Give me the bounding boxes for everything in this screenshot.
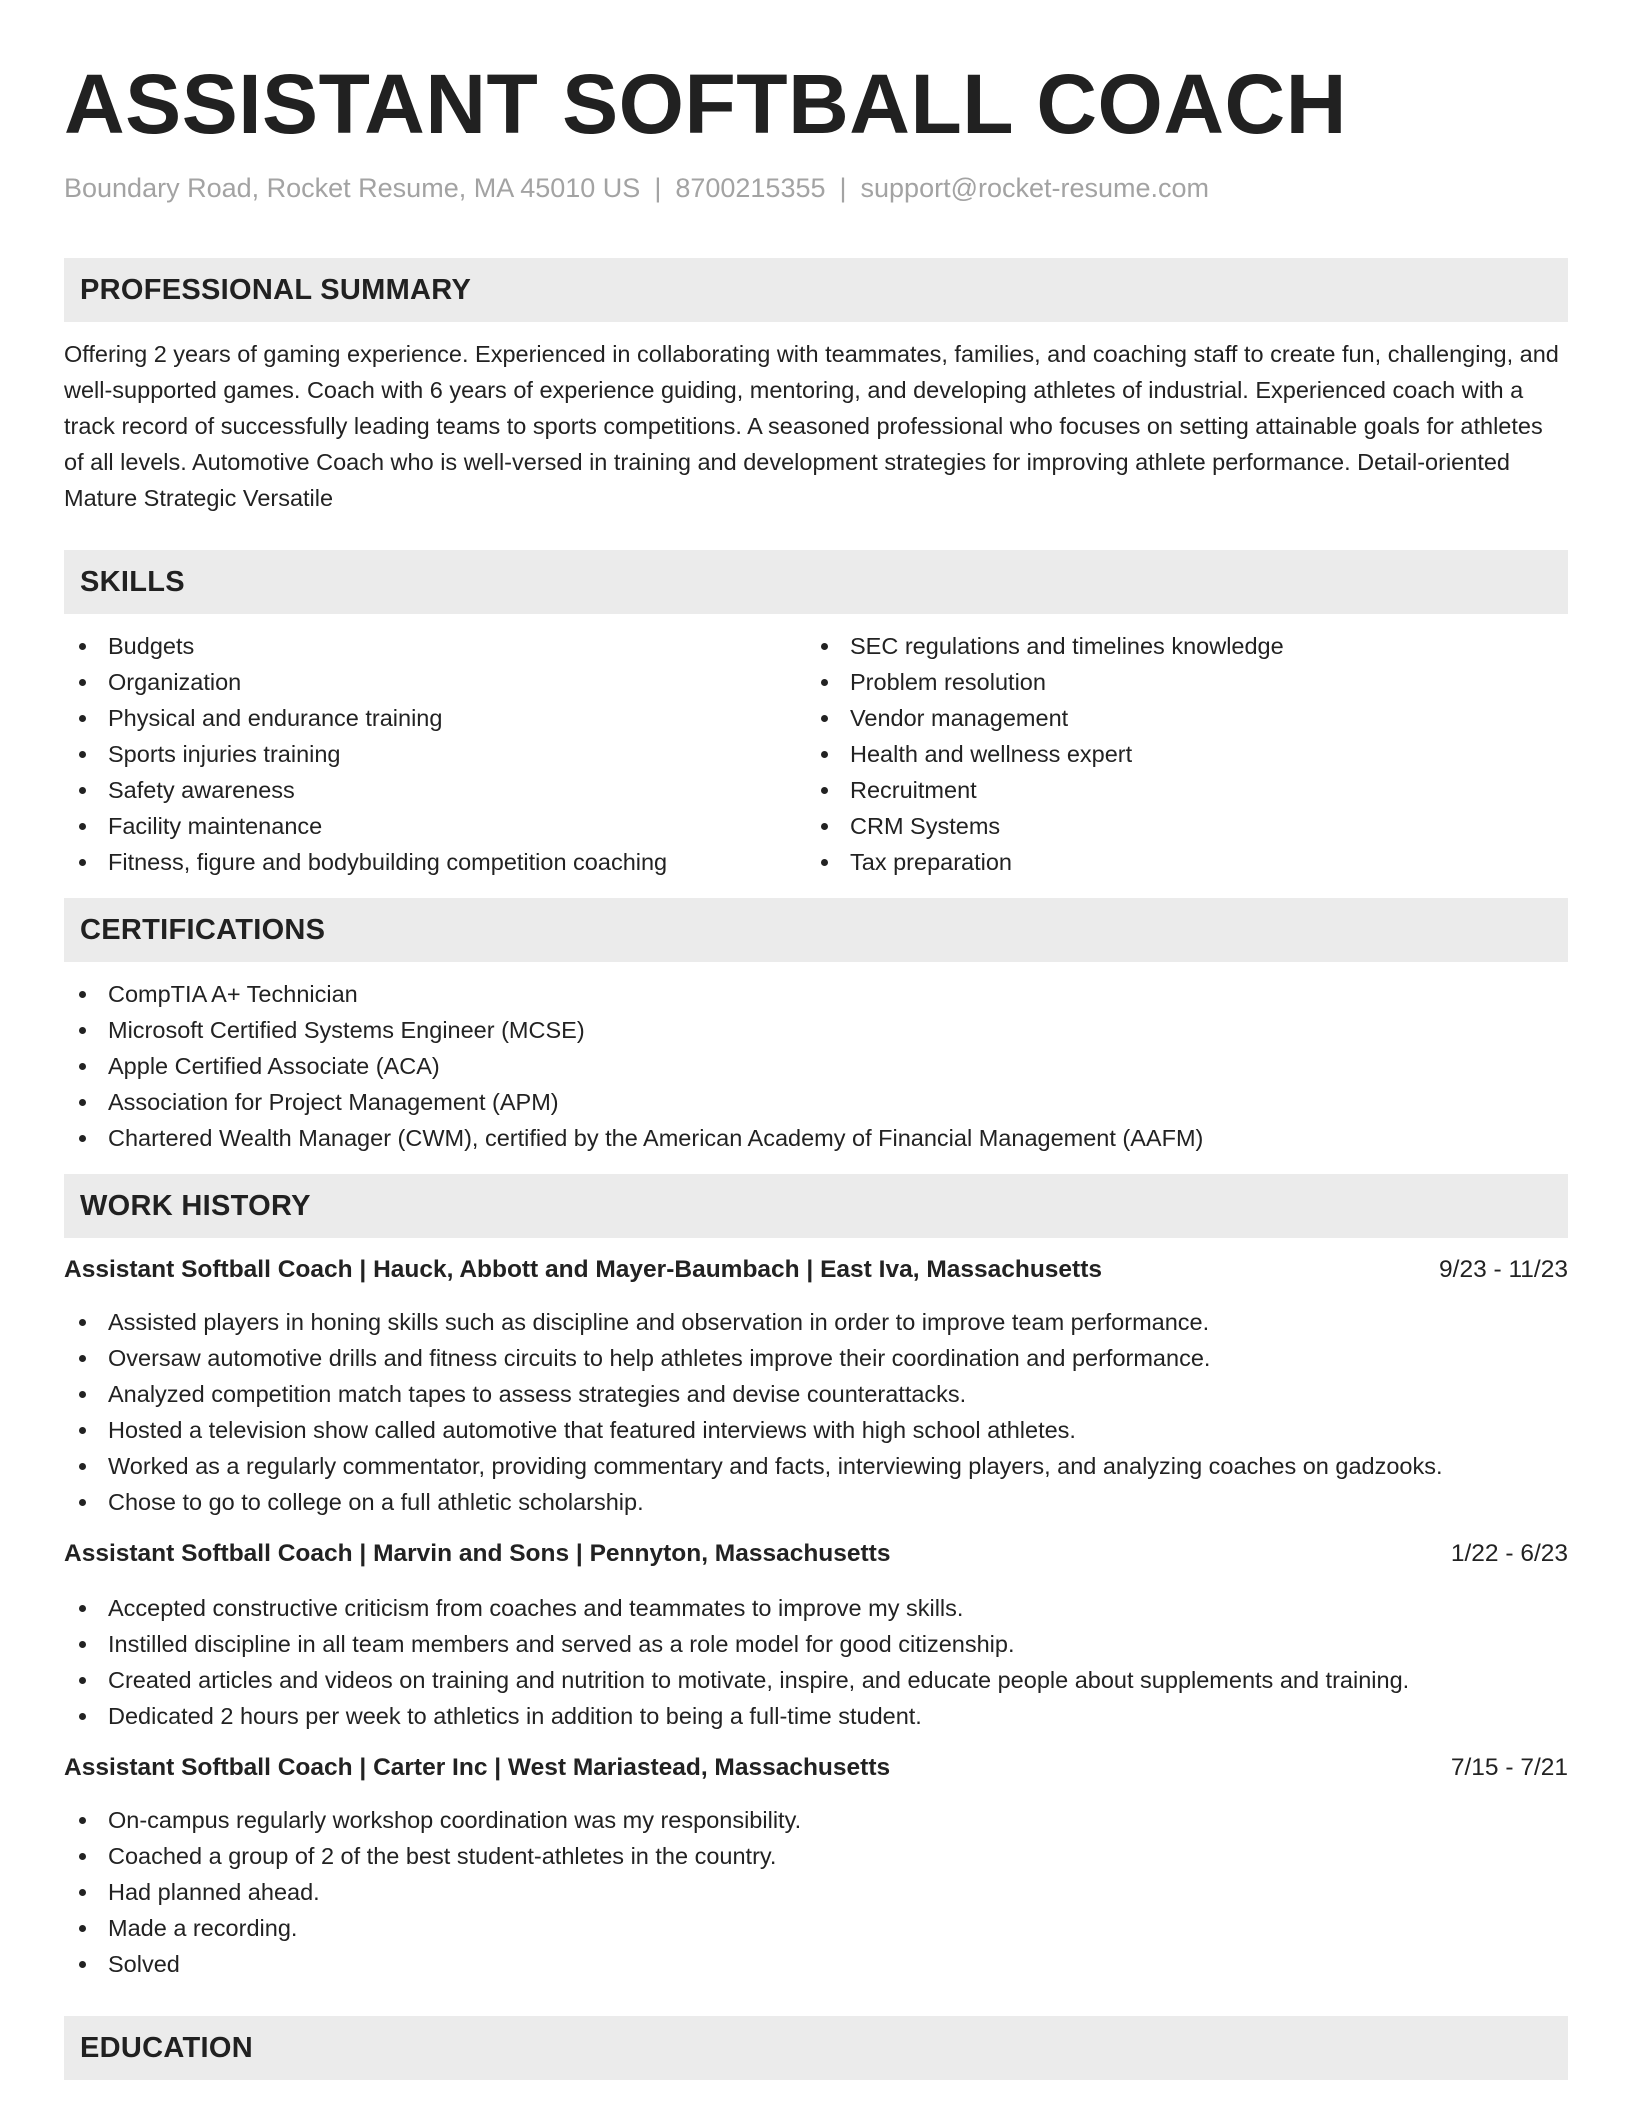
job-header <box>64 1252 1568 1288</box>
job-bullets <box>64 1802 1568 1982</box>
skill-item: CRM Systems <box>806 808 1548 844</box>
job-entry <box>64 1750 1568 1982</box>
summary-text: Offering 2 years of gaming experience. Experienced in collaborating with teammates, families, and coaching staff to create fun, challenging, and well-supported games. Coach with 6 years of experience guiding, mentoring, and developing athletes of industrial. Experienced coach with a track record of successfully leading teams to sports competitions. A seasoned professional who focuses on setting attainable goals for athletes of all levels. Automotive Coach who is well-versed in training and development strategies for improving athlete performance. Detail-oriented Mature Strategic Versatile <box>64 341 1559 511</box>
summary-heading: PROFESSIONAL SUMMARY <box>64 258 1568 322</box>
work-history-heading: WORK HISTORY <box>64 1174 1568 1238</box>
skill-item: Vendor management <box>806 700 1548 736</box>
certification-item: CompTIA A+ Technician <box>64 976 1568 1012</box>
skill-item: Recruitment <box>806 772 1548 808</box>
skill-item: Fitness, figure and bodybuilding competition coaching <box>64 844 806 880</box>
skill-item: SEC regulations and timelines knowledge <box>806 628 1548 664</box>
skill-item: Health and wellness expert <box>806 736 1548 772</box>
skill-item: Physical and endurance training <box>64 700 806 736</box>
education-heading: EDUCATION <box>64 2016 1568 2080</box>
skills-list <box>64 628 1568 880</box>
job-bullets <box>64 1590 1568 1734</box>
skills-heading: SKILLS <box>64 550 1568 614</box>
job-dates: 9/23 - 11/23 <box>1439 1256 1568 1283</box>
job-bullet: Hosted a television show called automotive that featured interviews with high school athletes. <box>64 1412 1568 1448</box>
job-entry <box>64 1536 1568 1734</box>
job-title: Assistant Softball Coach | Hauck, Abbott and Mayer-Baumbach | East Iva, Massachusetts <box>64 1256 1102 1283</box>
skills-column-left <box>64 628 806 880</box>
certification-item: Association for Project Management (APM) <box>64 1084 1568 1120</box>
skill-item: Problem resolution <box>806 664 1548 700</box>
job-bullet: Dedicated 2 hours per week to athletics in addition to being a full-time student. <box>64 1698 1568 1734</box>
job-bullet: Analyzed competition match tapes to assess strategies and devise counterattacks. <box>64 1376 1568 1412</box>
job-bullet: Accepted constructive criticism from coaches and teammates to improve my skills. <box>64 1590 1568 1626</box>
job-title: Assistant Softball Coach | Carter Inc | West Mariastead, Massachusetts <box>64 1754 891 1781</box>
job-bullet: Oversaw automotive drills and fitness circuits to help athletes improve their coordination and performance. <box>64 1340 1568 1376</box>
job-header <box>64 1750 1568 1786</box>
skill-item: Sports injuries training <box>64 736 806 772</box>
contact-line <box>64 170 1568 206</box>
skill-item: Organization <box>64 664 806 700</box>
contact-email: support@rocket-resume.com <box>860 173 1210 203</box>
job-bullet: Chose to go to college on a full athletic scholarship. <box>64 1484 1568 1520</box>
skill-item: Tax preparation <box>806 844 1548 880</box>
job-header <box>64 1536 1568 1572</box>
certification-item: Microsoft Certified Systems Engineer (MCSE) <box>64 1012 1568 1048</box>
certifications-heading: CERTIFICATIONS <box>64 898 1568 962</box>
job-entry <box>64 1252 1568 1520</box>
resume-name: ASSISTANT SOFTBALL COACH <box>64 57 1347 151</box>
job-bullet: Assisted players in honing skills such as discipline and observation in order to improve team performance. <box>64 1304 1568 1340</box>
job-bullet: Created articles and videos on training and nutrition to motivate, inspire, and educate people about supplements and training. <box>64 1662 1568 1698</box>
contact-separator: | <box>654 173 662 203</box>
job-dates: 1/22 - 6/23 <box>1450 1540 1568 1567</box>
certifications-list <box>64 976 1568 1156</box>
certification-item: Chartered Wealth Manager (CWM), certified by the American Academy of Financial Management (AAFM) <box>64 1120 1568 1156</box>
job-bullet: Coached a group of 2 of the best student-athletes in the country. <box>64 1838 1568 1874</box>
skill-item: Safety awareness <box>64 772 806 808</box>
job-bullet: Worked as a regularly commentator, providing commentary and facts, interviewing players, and analyzing coaches on gadzooks. <box>64 1448 1568 1484</box>
job-bullet: Made a recording. <box>64 1910 1568 1946</box>
job-bullets <box>64 1304 1568 1520</box>
job-title: Assistant Softball Coach | Marvin and Sons | Pennyton, Massachusetts <box>64 1540 891 1567</box>
contact-separator: | <box>839 173 847 203</box>
skills-column-right <box>806 628 1548 880</box>
job-bullet: Had planned ahead. <box>64 1874 1568 1910</box>
contact-address: Boundary Road, Rocket Resume, MA 45010 US <box>64 173 641 203</box>
resume-page <box>64 0 1568 2080</box>
job-bullet: Solved <box>64 1946 1568 1982</box>
job-bullet: On-campus regularly workshop coordination was my responsibility. <box>64 1802 1568 1838</box>
skill-item: Budgets <box>64 628 806 664</box>
contact-phone: 8700215355 <box>675 173 826 203</box>
skill-item: Facility maintenance <box>64 808 806 844</box>
job-dates: 7/15 - 7/21 <box>1450 1754 1568 1781</box>
job-bullet: Instilled discipline in all team members and served as a role model for good citizenship. <box>64 1626 1568 1662</box>
certification-item: Apple Certified Associate (ACA) <box>64 1048 1568 1084</box>
